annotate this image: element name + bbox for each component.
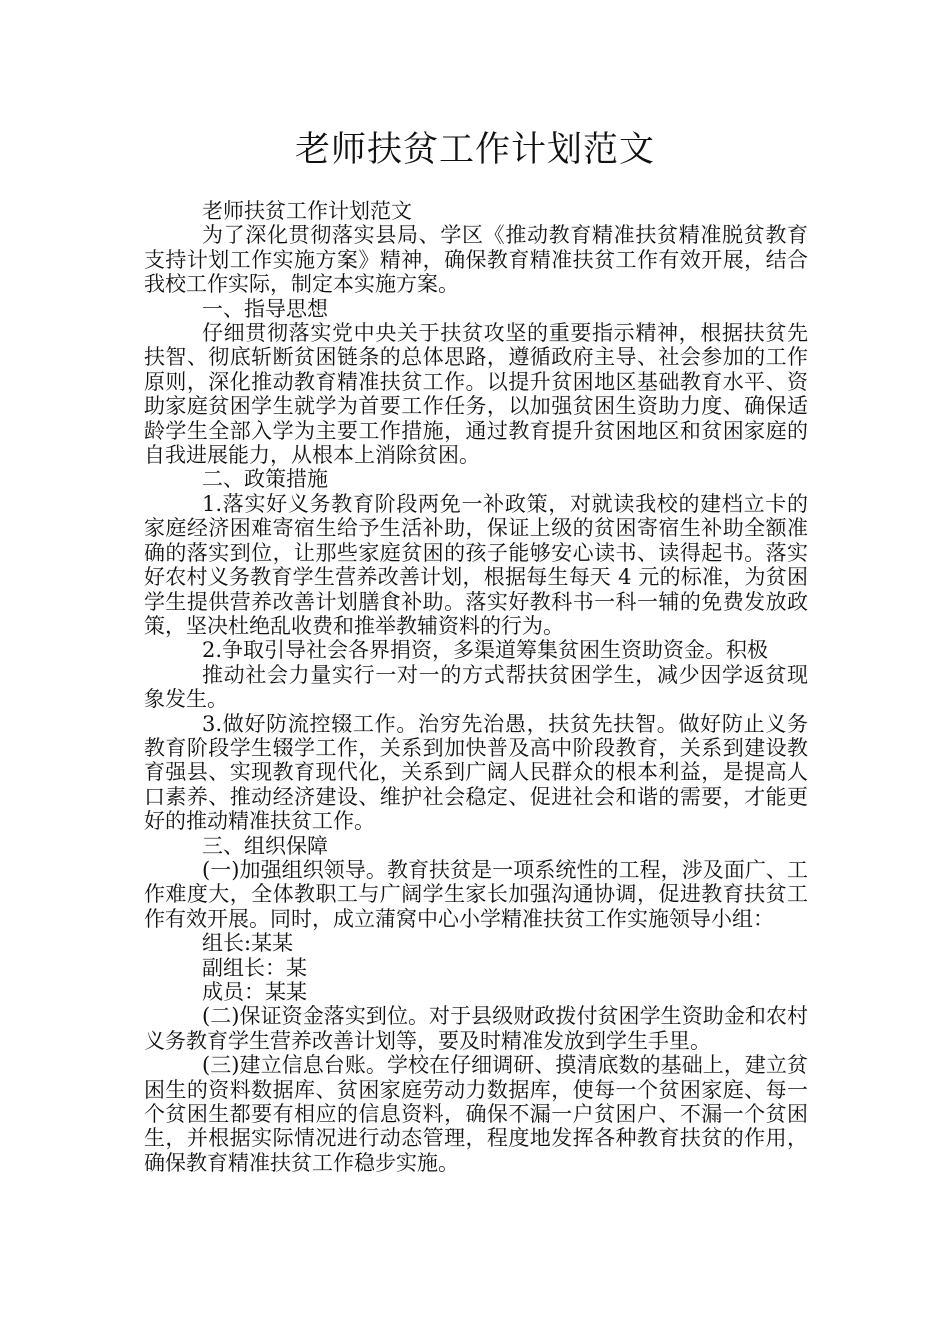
paragraph-policy-1: 1.落实好义务教育阶段两免一补政策，对就读我校的建档立卡的家庭经济困难寄宿生给予生活补助，保证上级的贫困寄宿生补助全额准确的落实到位，让那些家庭贫困的孩子能够安心读书、读得起书。落实好农村义务教育学生营养改善计划，根据每生每天 4 元的标准，为贫困学生提供营养改善计划膳食补助。落实好教科书一科一辅的免费发放政策，坚决杜绝乱收费和推举教辅资料的行为。 <box>144 491 808 638</box>
paragraph-intro: 为了深化贯彻落实县局、学区《推动教育精准扶贫精准脱贫教育支持计划工作实施方案》精神，确保教育精准扶贫工作有效开展，结合我校工作实际，制定本实施方案。 <box>144 223 808 297</box>
section-heading-policy-measures: 二、政策措施 <box>202 467 328 492</box>
paragraph-guiding-ideology: 仔细贯彻落实党中央关于扶贫攻坚的重要指示精神，根据扶贫先扶智、彻底斩断贫困链条的总体思路，遵循政府主导、社会参加的工作原则，深化推动教育精准扶贫工作。以提升贫困地区基础教育水平、资助家庭贫困学生就学为首要工作任务，以加强贫困生资助力度、确保适龄学生全部入学为主要工作措施，通过教育提升贫困地区和贫困家庭的自我进展能力，从根本上消除贫困。 <box>144 321 808 468</box>
paragraph-team-leader: 组长:某某 <box>202 931 294 956</box>
document-body <box>144 199 808 1175</box>
paragraph-subtitle: 老师扶贫工作计划范文 <box>202 199 412 223</box>
paragraph-deputy-leader: 副组长：某 <box>202 955 307 980</box>
paragraph-members: 成员：某某 <box>202 980 307 1004</box>
paragraph-organization-2: (二)保证资金落实到位。对于县级财政拨付贫困学生资助金和农村义务教育学生营养改善计划等，要及时精准发放到学生手里。 <box>144 1004 808 1053</box>
paragraph-policy-3: 3.做好防流控辍工作。治穷先治愚，扶贫先扶智。做好防止义务教育阶段学生辍学工作，关系到加快普及高中阶段教育，关系到建设教育强县、实现教育现代化，关系到广阔人民群众的根本利益，是提高人口素养、推动经济建设、维护社会稳定、促进社会和谐的需要，才能更好的推动精准扶贫工作。 <box>144 711 808 834</box>
paragraph-policy-2-continued: 推动社会力量实行一对一的方式帮扶贫困学生，减少因学返贫现象发生。 <box>144 662 808 712</box>
paragraph-organization-1: (一)加强组织领导。教育扶贫是一项系统性的工程，涉及面广、工作难度大，全体教职工与广阔学生家长加强沟通协调，促进教育扶贫工作有效开展。同时，成立蒲窝中心小学精准扶贫工作实施领导小组： <box>144 857 808 931</box>
section-heading-guiding-ideology: 一、指导思想 <box>202 296 328 321</box>
paragraph-organization-3: (三)建立信息台账。学校在仔细调研、摸清底数的基础上，建立贫困生的资料数据库、贫困家庭劳动力数据库，使每一个贫困家庭、每一个贫困生都要有相应的信息资料，确保不漏一户贫困户、不漏一个贫困生，并根据实际情况进行动态管理，程度地发挥各种教育扶贫的作用，确保教育精准扶贫工作稳步实施。 <box>144 1053 808 1175</box>
document-title: 老师扶贫工作计划范文 <box>294 130 655 170</box>
section-heading-organization: 三、组织保障 <box>202 833 328 858</box>
paragraph-policy-2: 2.争取引导社会各界捐资，多渠道筹集贫困生资助资金。积极 <box>202 638 769 663</box>
